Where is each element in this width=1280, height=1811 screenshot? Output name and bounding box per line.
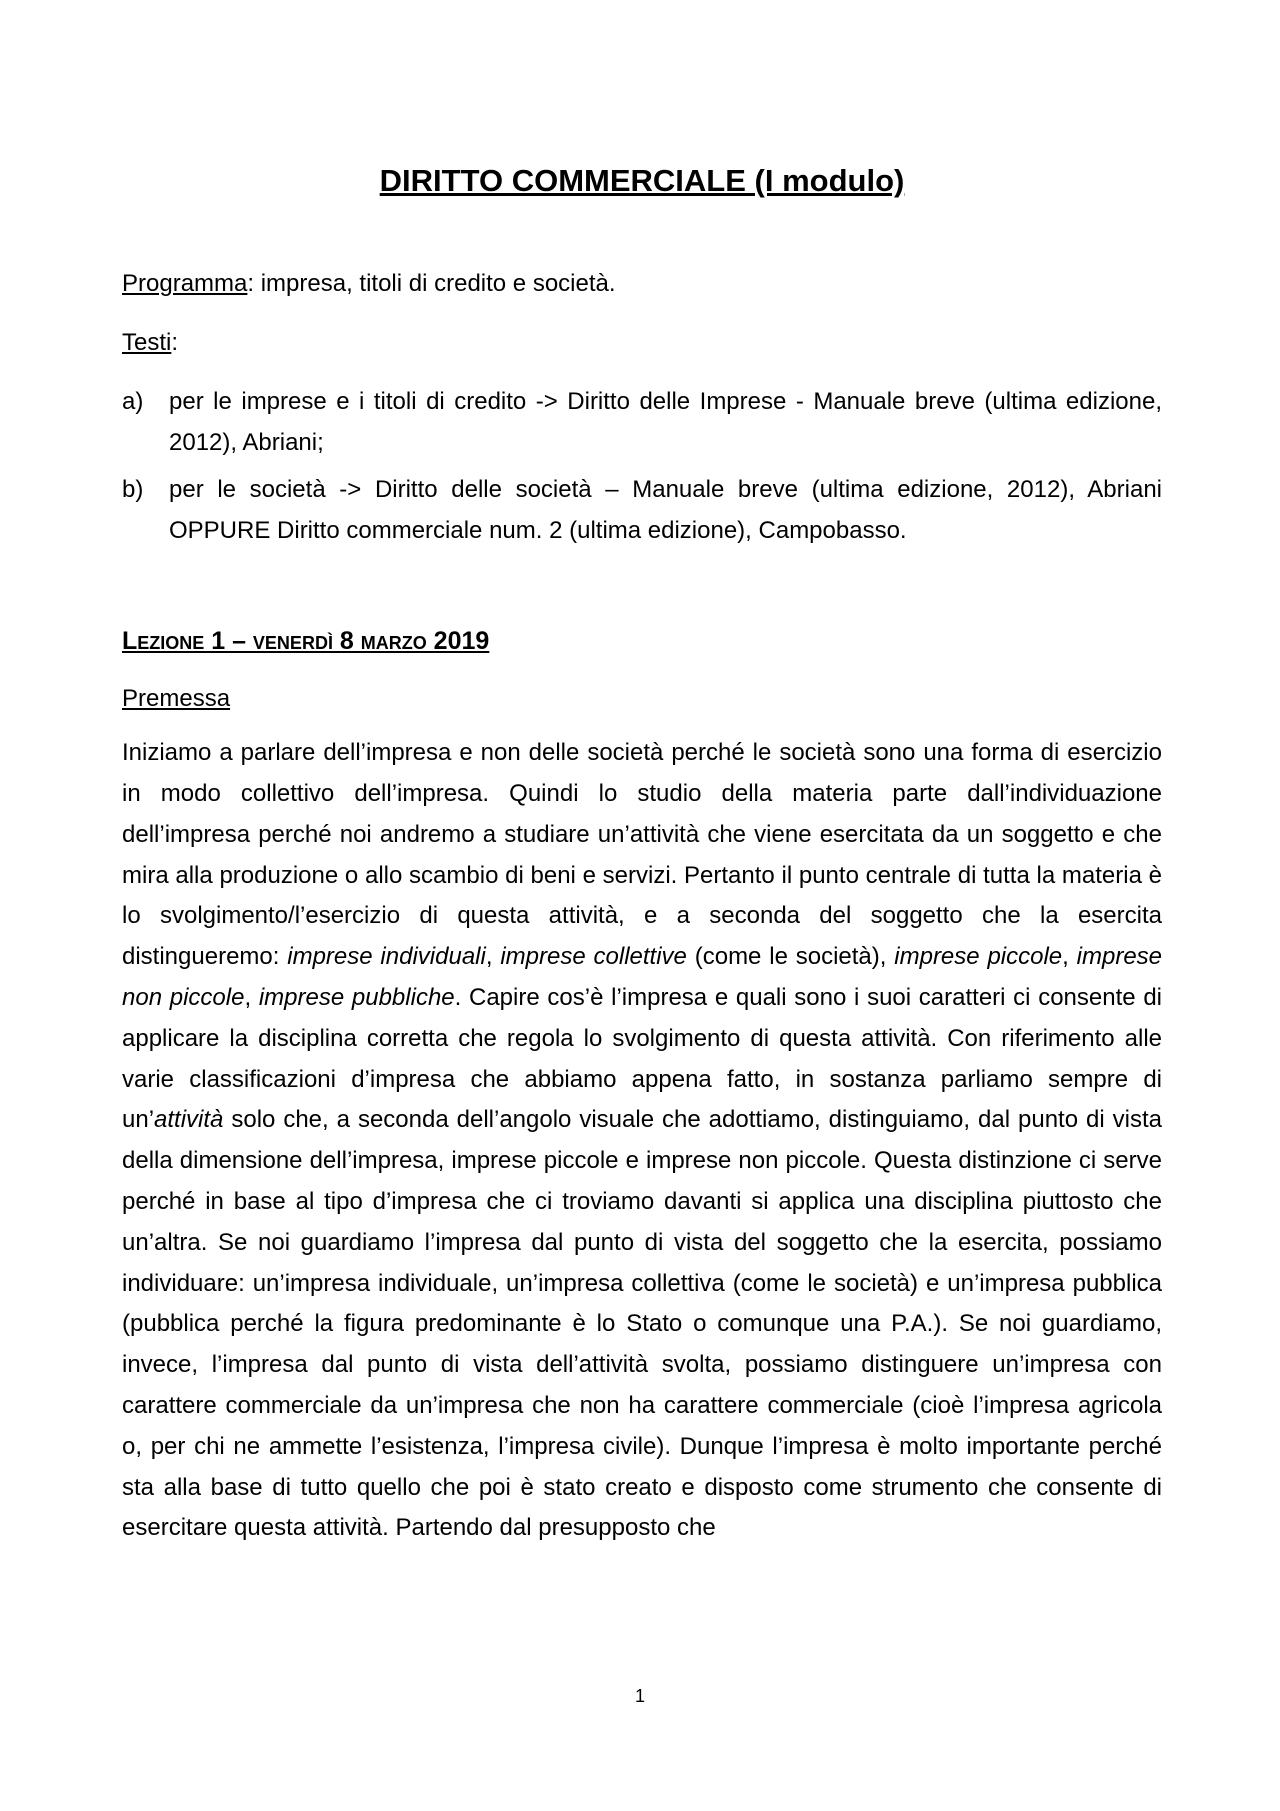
lesson-paragraph bbox=[122, 733, 1162, 1549]
text-run: , bbox=[485, 943, 501, 971]
list-item-text: per le imprese e i titoli di credito -> Diritto delle Imprese - Manuale breve (ultima edizione, 2012), Abriani; bbox=[169, 388, 1162, 457]
document-title: DIRITTO COMMERCIALE (I modulo) bbox=[379, 163, 905, 198]
texts-list bbox=[122, 381, 1162, 551]
testi-line bbox=[122, 322, 1162, 363]
italic-term: imprese non piccole bbox=[122, 943, 1163, 1011]
text-run: , bbox=[1062, 943, 1077, 971]
page-number: 1 bbox=[634, 1686, 645, 1706]
text-run: Iniziamo a parlare dell’impresa e non delle società perché le società sono una forma di esercizio in modo collettivo dell’impresa. Quindi lo studio della materia parte dall’individuazione dell’impresa perché noi andremo a studiare un’attività che viene esercitata da un soggetto e che mira alla produzione o allo scambio di beni e servizi. Pertanto il punto centrale di tutta la materia è lo svolgimento/l’esercizio di questa attività, e a seconda del soggetto che la esercita distingueremo: bbox=[122, 739, 1162, 971]
italic-term: imprese piccole bbox=[894, 943, 1063, 971]
testi-label: Testi bbox=[122, 329, 172, 357]
lesson-heading: Lezione 1 – venerdì 8 marzo 2019 bbox=[122, 627, 490, 656]
italic-term: attività bbox=[154, 1106, 224, 1134]
text-run: (come le società), bbox=[686, 943, 895, 971]
italic-term: imprese individuali bbox=[287, 943, 486, 971]
testi-text: : bbox=[171, 329, 179, 357]
programma-label: Programma bbox=[122, 270, 248, 298]
text-run: . Capire cos’è l’impresa e quali sono i suoi caratteri ci consente di applicare la disciplina corretta che regola lo svolgimento di questa attività. Con riferimento alle varie classificazioni d’impresa che abbiamo appena fatto, in sostanza parliamo sempre di un’ bbox=[122, 983, 1162, 1134]
section-heading: Premessa bbox=[122, 685, 231, 713]
list-marker: a) bbox=[122, 388, 144, 416]
list-item bbox=[122, 381, 1162, 463]
text-run: solo che, a seconda dell’angolo visuale che adottiamo, distinguiamo, dal punto di vista della dimensione dell’impresa, imprese piccole e imprese non piccole. Questa distinzione ci serve perché in base al tipo d’impresa che ci troviamo davanti si applica una disciplina piuttosto che un’altra. Se noi guardiamo l’impresa dal punto di vista del soggetto che la esercita, possiamo individuare: un’impresa individuale, un’impresa collettiva (come le società) e un’impresa pubblica (pubblica perché la figura predominante è lo Stato o comunque una P.A.). Se noi guardiamo, invece, l’impresa dal punto di vista dell’attività svolta, possiamo distinguere un’impresa con carattere commerciale da un’impresa che non ha carattere commerciale (cioè l’impresa agricola o, per chi ne ammette l’esistenza, l’impresa civile). Dunque l’impresa è molto importante perché sta alla base di tutto quello che poi è stato creato e disposto come strumento che consente di esercitare questa attività. Partendo dal presupposto che bbox=[122, 1106, 1162, 1542]
programma-line bbox=[122, 263, 1162, 304]
list-item-text: per le società -> Diritto delle società – Manuale breve (ultima edizione, 2012), Abriani OPPURE Diritto commerciale num. 2 (ultima edizione), Campobasso. bbox=[169, 476, 1162, 545]
programma-text: : impresa, titoli di credito e società. bbox=[247, 270, 616, 298]
list-marker: b) bbox=[122, 476, 144, 504]
list-item bbox=[122, 469, 1162, 551]
italic-term: imprese collettive bbox=[500, 943, 687, 971]
document-page bbox=[122, 150, 1162, 1549]
text-run: , bbox=[244, 983, 259, 1011]
italic-term: imprese pubbliche bbox=[258, 983, 455, 1011]
